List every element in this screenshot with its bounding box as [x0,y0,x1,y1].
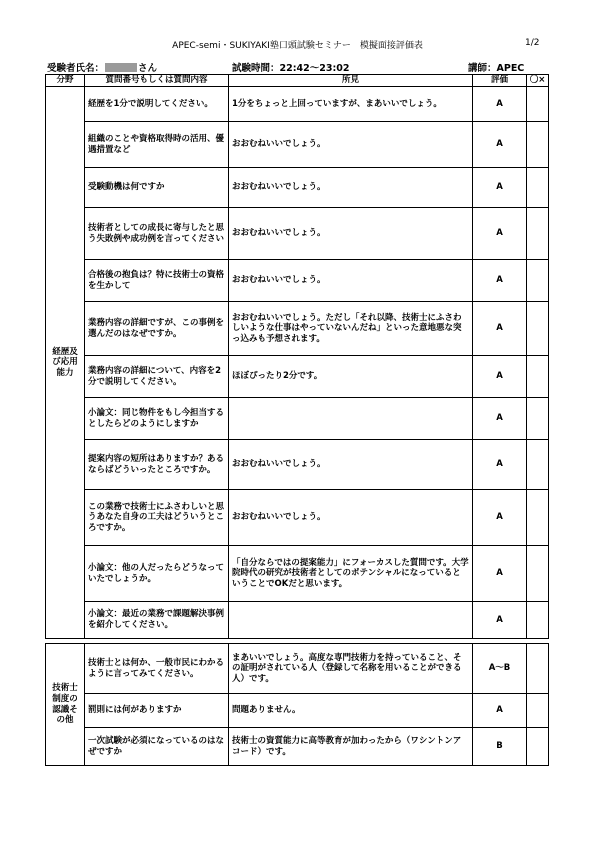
table-row [46,356,549,398]
grade-cell: A [473,490,527,546]
table-row [46,208,549,260]
mark-cell [527,546,549,602]
mark-cell [527,644,549,694]
opinion-cell: おおむねいいでしょう。ただし「それ以降、技術士にふさわしいような仕事はやっていないんだね」といった意地悪な突っ込みも予想されます。 [229,302,473,356]
mark-cell [527,356,549,398]
table-row [46,490,549,546]
question-cell: 技術士とは何か、一般市民にわかるように言ってみてください。 [85,644,229,694]
opinion-cell [229,398,473,440]
opinion-cell: まあいいでしょう。高度な専門技術力を持っていること、その証明がされている人（登録して名称を用いることができる人）です。 [229,644,473,694]
mark-cell [527,208,549,260]
grade-cell: A [473,356,527,398]
table-row [46,694,549,728]
table-row [46,440,549,490]
evaluation-table [45,74,549,766]
mark-cell [527,168,549,208]
grade-cell: A [473,168,527,208]
table-row [46,644,549,694]
grade-cell: A [473,87,527,122]
mark-cell [527,122,549,168]
grade-cell: A [473,122,527,168]
opinion-cell: おおむねいいでしょう。 [229,440,473,490]
question-cell: 技術者としての成長に寄与したと思う失敗例や成功例を言ってください [85,208,229,260]
table-row [46,260,549,302]
question-cell: 提案内容の短所はありますか？あるならばどういったところですか。 [85,440,229,490]
redacted-name [105,63,137,72]
question-cell: 罰則には何がありますか [85,694,229,728]
opinion-cell [229,602,473,639]
table-row [46,398,549,440]
mark-cell [527,440,549,490]
examinee-label: 受験者氏名： [47,63,105,74]
grade-cell: A [473,208,527,260]
exam-time: 試験時間：22:42～23:02 [232,63,350,74]
lecturer: 講師：APEC [468,63,525,74]
grade-cell: A [473,302,527,356]
mark-cell [527,490,549,546]
table-row [46,168,549,208]
examinee-suffix: さん [138,63,158,74]
grade-cell: A [473,260,527,302]
grade-cell: A [473,398,527,440]
question-cell: この業務で技術士にふさわしいと思うあなた自身の工夫はどういうところですか。 [85,490,229,546]
table-row [46,87,549,122]
examinee-name [47,60,157,74]
table-row [46,602,549,639]
question-cell: 小論文：最近の業務で課題解決事例を紹介してください。 [85,602,229,639]
category-cell: 経歴及び応用能力 [46,87,85,639]
header-question: 質問番号もしくは質問内容 [85,75,229,87]
opinion-cell: 技術士の資質能力に高等教育が加わったから（ワシントンアコード）です。 [229,728,473,766]
grade-cell: B [473,728,527,766]
opinion-cell: おおむねいいでしょう。 [229,208,473,260]
question-cell: 一次試験が必須になっているのはなぜですか [85,728,229,766]
grade-cell: A [473,694,527,728]
question-cell: 受験動機は何ですか [85,168,229,208]
grade-cell: A [473,602,527,639]
opinion-cell: 「自分ならではの提案能力」にフォーカスした質問です。大学院時代の研究が技術者としてのポテンシャルになっているということでOKだと思います。 [229,546,473,602]
question-cell: 組織のことや資格取得時の活用、優遇措置など [85,122,229,168]
table-row [46,728,549,766]
question-cell: 合格後の抱負は？特に技術士の資格を生かして [85,260,229,302]
mark-cell [527,728,549,766]
header-category: 分野 [46,75,85,87]
question-cell: 経歴を1分で説明してください。 [85,87,229,122]
header-grade: 評価 [473,75,527,87]
question-cell: 小論文：同じ物件をもし今担当するとしたらどのようにしますか [85,398,229,440]
mark-cell [527,302,549,356]
grade-cell: A～B [473,644,527,694]
page-number: 1/2 [525,38,540,48]
header-opinion: 所見 [229,75,473,87]
table-header-row [46,75,549,87]
grade-cell: A [473,546,527,602]
mark-cell [527,602,549,639]
table-row [46,122,549,168]
opinion-cell: おおむねいいでしょう。 [229,168,473,208]
header-mark: 〇× [527,75,549,87]
mark-cell [527,87,549,122]
category-cell: 技術士制度の認識その他 [46,644,85,766]
opinion-cell: おおむねいいでしょう。 [229,490,473,546]
opinion-cell: おおむねいいでしょう。 [229,260,473,302]
question-cell: 小論文：他の人だったらどうなっていたでしょうか。 [85,546,229,602]
opinion-cell: おおむねいいでしょう。 [229,122,473,168]
mark-cell [527,694,549,728]
grade-cell: A [473,440,527,490]
document-title: APEC-semi・SUKIYAKI塾口頭試験セミナー 模擬面接評価表 [172,41,423,51]
table-row [46,546,549,602]
question-cell: 業務内容の詳細ですが、この事例を選んだのはなぜですか。 [85,302,229,356]
question-cell: 業務内容の詳細について、内容を2分で説明してください。 [85,356,229,398]
opinion-cell: 1分をちょっと上回っていますが、まあいいでしょう。 [229,87,473,122]
mark-cell [527,260,549,302]
opinion-cell: ほぼぴったり2分です。 [229,356,473,398]
opinion-cell: 問題ありません。 [229,694,473,728]
mark-cell [527,398,549,440]
table-row [46,302,549,356]
